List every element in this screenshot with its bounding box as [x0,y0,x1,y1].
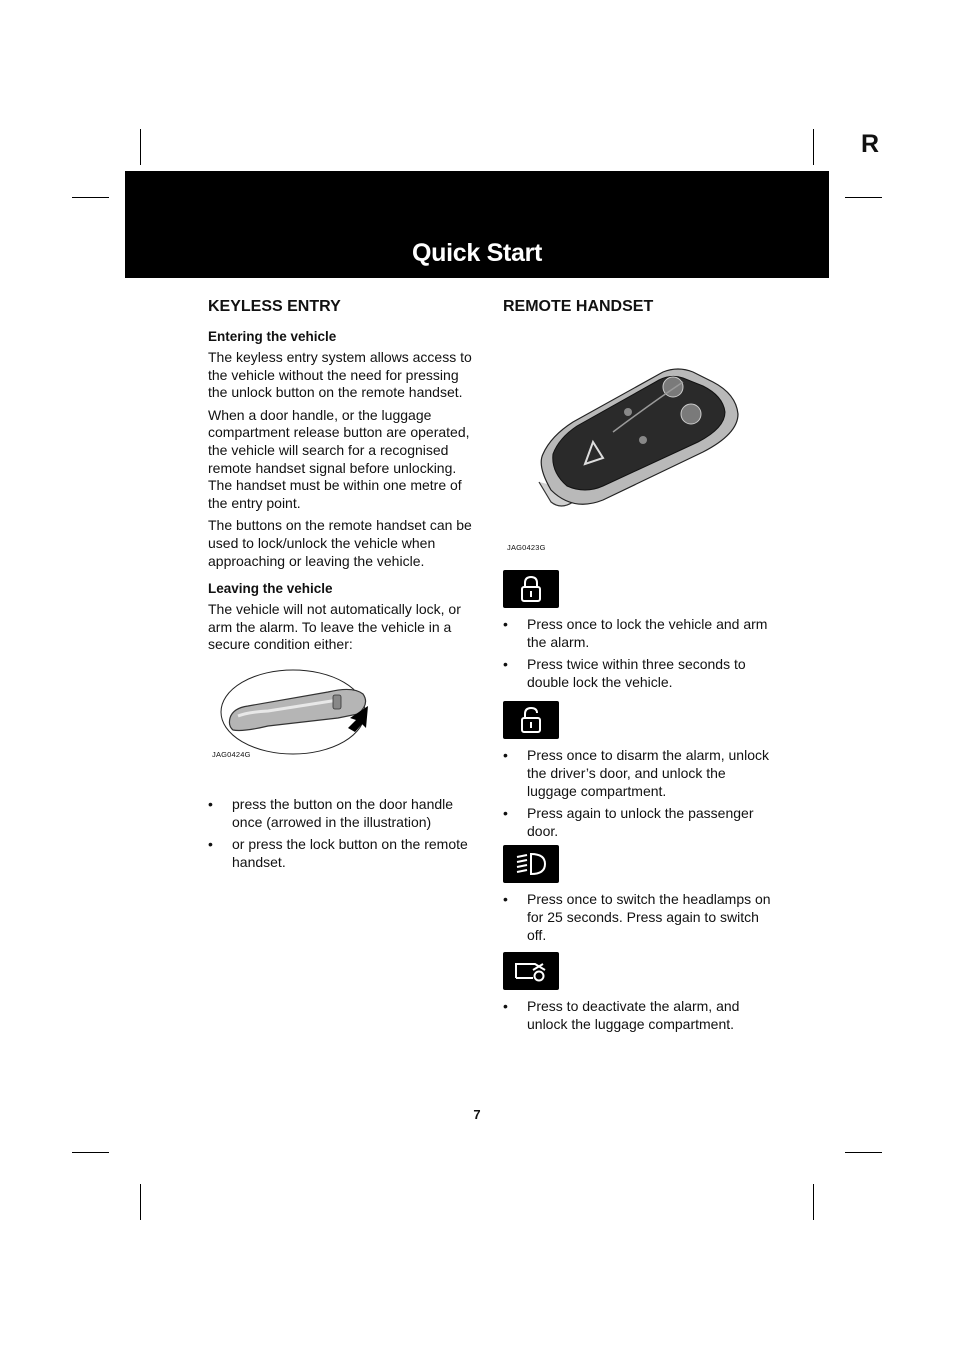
keyless-entry-heading: KEYLESS ENTRY [208,298,341,315]
button-block-unlock [503,701,771,840]
leaving-vehicle-heading: Leaving the vehicle [208,581,333,597]
lock-icon [503,570,559,608]
boot-bullets [503,998,771,1033]
list-item: • Press once to switch the headlamps on for 25 seconds. Press again to switch off. [503,891,771,944]
button-block-lock [503,570,771,691]
section-letter: R [861,130,880,158]
entering-vehicle-heading: Entering the vehicle [208,329,337,344]
remote-handset-heading: REMOTE HANDSET [503,298,654,315]
list-item: • Press again to unlock the passenger door. [503,805,771,840]
paragraph: The vehicle will not automatically lock, or arm the alarm. To leave the vehicle in a secure condition either: [208,601,461,653]
boot-release-icon [503,952,559,990]
door-handle-figure [208,666,476,796]
button-block-boot [503,952,771,1033]
list-item: • Press twice within three seconds to double lock the vehicle. [503,656,771,691]
crop-mark [72,197,109,198]
paragraph: The keyless entry system allows access to the vehicle without the need for pressing the unlock button on the remote handset. [208,349,472,401]
crop-mark [813,1184,814,1220]
remote-handset-illustration [533,342,783,512]
headlamp-bullets [503,891,771,944]
remote-handset-section [503,297,771,1038]
page-number: 7 [473,1107,481,1122]
headlamp-icon [503,845,559,883]
unlock-icon [503,701,559,739]
lock-bullets [503,616,771,691]
paragraph: The buttons on the remote handset can be used to lock/unlock the vehicle when approaching or leaving the vehicle. [208,517,472,569]
crop-mark [845,197,882,198]
crop-mark [140,129,141,165]
keyless-entry-section [208,297,476,876]
crop-mark [845,1152,882,1153]
crop-mark [140,1184,141,1220]
remote-handset-figure [503,328,771,550]
leaving-bullets [208,796,476,871]
list-item: • Press to deactivate the alarm, and unlock the luggage compartment. [503,998,771,1033]
figure-code: JAG0423G [507,543,546,552]
crop-mark [813,129,814,165]
list-item: • Press once to lock the vehicle and arm the alarm. [503,616,771,651]
crop-mark [72,1152,109,1153]
paragraph: When a door handle, or the luggage compartment release button are operated, the vehicle will search for a recognised remote handset signal before unlocking. The handset must be within one metre of the entry point. [208,406,470,511]
button-block-headlamp [503,845,771,944]
list-item: • Press once to disarm the alarm, unlock the driver’s door, and unlock the luggage compartment. [503,747,771,800]
figure-code: JAG0424G [212,749,251,759]
unlock-bullets [503,747,771,840]
page-title: Quick Start [411,239,543,267]
title-banner [125,171,829,278]
list-item: • press the button on the door handle once (arrowed in the illustration) [208,796,476,831]
list-item: • or press the lock button on the remote handset. [208,836,476,871]
